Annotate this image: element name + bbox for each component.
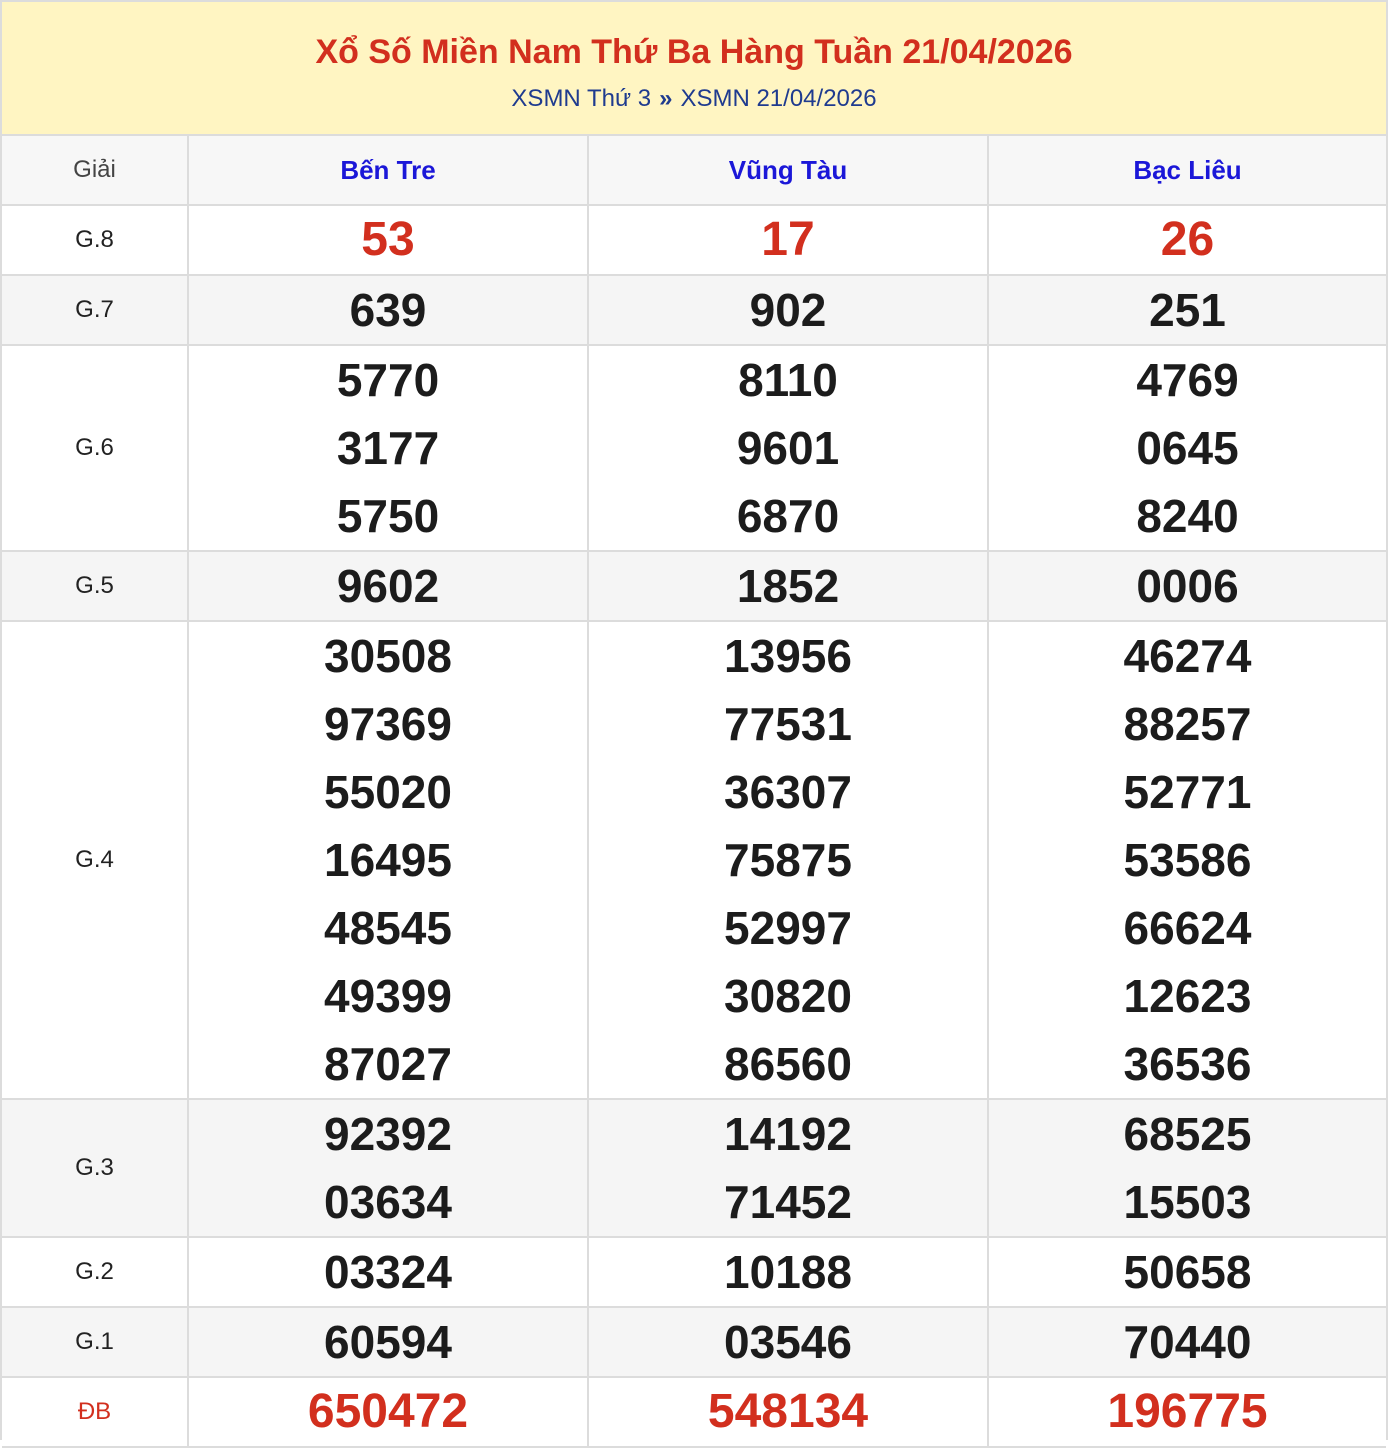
result-number: 03324 bbox=[324, 1246, 452, 1298]
prize-label: G.8 bbox=[2, 205, 188, 275]
result-cell bbox=[188, 1377, 588, 1447]
prize-label: G.6 bbox=[2, 345, 188, 551]
result-cell bbox=[988, 551, 1386, 621]
result-number: 8110 bbox=[738, 354, 838, 406]
result-cell bbox=[188, 275, 588, 345]
prize-row bbox=[2, 345, 1386, 551]
result-number: 8240 bbox=[1136, 490, 1239, 542]
result-number: 3177 bbox=[336, 422, 440, 474]
result-number: 17 bbox=[761, 213, 815, 266]
result-cell bbox=[588, 205, 988, 275]
result-number: 97369 bbox=[324, 698, 452, 750]
result-cell bbox=[988, 1099, 1386, 1237]
result-number: 6870 bbox=[736, 490, 840, 542]
result-number: 60594 bbox=[324, 1316, 452, 1368]
prize-row bbox=[2, 551, 1386, 621]
result-number: 16495 bbox=[324, 834, 452, 886]
result-number: 0645 bbox=[1136, 422, 1239, 474]
result-number: 13956 bbox=[724, 630, 852, 682]
result-cell bbox=[588, 1377, 988, 1447]
prize-row bbox=[2, 205, 1386, 275]
result-cell bbox=[588, 1099, 988, 1237]
result-number: 1852 bbox=[736, 560, 840, 612]
result-number: 30508 bbox=[324, 630, 452, 682]
result-number: 46274 bbox=[1123, 630, 1252, 682]
result-number: 5750 bbox=[336, 490, 440, 542]
result-cell bbox=[188, 1307, 588, 1377]
result-number: 75875 bbox=[724, 834, 852, 886]
result-cell bbox=[988, 1237, 1386, 1307]
result-number: 50658 bbox=[1123, 1246, 1252, 1298]
result-number: 15503 bbox=[1123, 1176, 1252, 1228]
table-header-row bbox=[2, 136, 1386, 205]
results-header bbox=[2, 2, 1386, 136]
breadcrumb-link-weekday[interactable]: XSMN Thứ 3 bbox=[511, 85, 652, 112]
result-cell bbox=[588, 551, 988, 621]
result-cell bbox=[588, 1237, 988, 1307]
result-number: 14192 bbox=[724, 1108, 852, 1160]
result-cell bbox=[588, 621, 988, 1099]
prize-label: G.2 bbox=[2, 1237, 188, 1307]
result-number: 88257 bbox=[1123, 698, 1252, 750]
result-number: 36307 bbox=[724, 766, 852, 818]
prize-column-header: Giải bbox=[2, 136, 188, 205]
result-number: 53586 bbox=[1123, 834, 1252, 886]
result-number: 86560 bbox=[724, 1038, 852, 1090]
result-number: 03546 bbox=[724, 1316, 852, 1368]
result-number: 650472 bbox=[307, 1385, 469, 1438]
result-number: 639 bbox=[349, 284, 427, 336]
result-number: 71452 bbox=[724, 1176, 852, 1228]
result-cell bbox=[588, 275, 988, 345]
breadcrumb bbox=[2, 84, 1386, 114]
prize-row bbox=[2, 1099, 1386, 1237]
breadcrumb-link-date[interactable]: XSMN 21/04/2026 bbox=[680, 85, 877, 112]
result-cell bbox=[588, 1307, 988, 1377]
result-number: 87027 bbox=[324, 1038, 452, 1090]
prize-row bbox=[2, 1307, 1386, 1377]
result-number: 548134 bbox=[707, 1385, 869, 1438]
result-number: 196775 bbox=[1107, 1385, 1268, 1438]
result-cell bbox=[588, 345, 988, 551]
result-number: 9602 bbox=[336, 560, 440, 612]
result-number: 70440 bbox=[1123, 1316, 1252, 1368]
result-number: 12623 bbox=[1123, 970, 1252, 1022]
result-number: 902 bbox=[749, 284, 827, 336]
result-number: 251 bbox=[1149, 284, 1226, 336]
result-cell bbox=[188, 345, 588, 551]
prize-row bbox=[2, 621, 1386, 1099]
prize-label: G.5 bbox=[2, 551, 188, 621]
result-number: 49399 bbox=[324, 970, 452, 1022]
prize-row bbox=[2, 275, 1386, 345]
page-title: Xổ Số Miền Nam Thứ Ba Hàng Tuần 21/04/2026 bbox=[315, 33, 1073, 71]
province-header-ben-tre[interactable]: Bến Tre bbox=[188, 136, 588, 205]
results-body bbox=[2, 205, 1386, 1447]
result-cell bbox=[188, 551, 588, 621]
result-number: 0006 bbox=[1136, 560, 1239, 612]
result-number: 30820 bbox=[724, 970, 852, 1022]
result-cell bbox=[188, 205, 588, 275]
result-number: 10188 bbox=[724, 1246, 852, 1298]
result-cell bbox=[988, 621, 1386, 1099]
prize-row bbox=[2, 1237, 1386, 1307]
prize-row bbox=[2, 1377, 1386, 1447]
result-cell bbox=[988, 1377, 1386, 1447]
breadcrumb-separator: » bbox=[659, 85, 673, 112]
result-number: 55020 bbox=[324, 766, 452, 818]
results-table bbox=[2, 136, 1386, 1448]
result-number: 9601 bbox=[736, 422, 840, 474]
prize-label: G.1 bbox=[2, 1307, 188, 1377]
result-cell bbox=[188, 621, 588, 1099]
result-cell bbox=[988, 345, 1386, 551]
province-header-vung-tau[interactable]: Vũng Tàu bbox=[588, 136, 988, 205]
result-number: 36536 bbox=[1123, 1038, 1252, 1090]
result-number: 77531 bbox=[724, 698, 852, 750]
prize-label: ĐB bbox=[2, 1377, 188, 1447]
result-number: 4769 bbox=[1136, 354, 1239, 406]
result-number: 52997 bbox=[724, 902, 852, 954]
result-number: 53 bbox=[361, 213, 415, 266]
result-cell bbox=[988, 1307, 1386, 1377]
result-number: 92392 bbox=[324, 1108, 452, 1160]
result-number: 66624 bbox=[1123, 902, 1252, 954]
province-header-bac-lieu[interactable]: Bạc Liêu bbox=[988, 136, 1386, 205]
result-number: 68525 bbox=[1123, 1108, 1252, 1160]
result-number: 48545 bbox=[324, 902, 452, 954]
prize-label: G.4 bbox=[2, 621, 188, 1099]
result-number: 03634 bbox=[324, 1176, 452, 1228]
result-cell bbox=[188, 1237, 588, 1307]
prize-label: G.7 bbox=[2, 275, 188, 345]
result-cell bbox=[988, 205, 1386, 275]
result-number: 26 bbox=[1160, 213, 1215, 266]
result-cell bbox=[188, 1099, 588, 1237]
result-number: 52771 bbox=[1123, 766, 1252, 818]
result-number: 5770 bbox=[336, 354, 440, 406]
result-cell bbox=[988, 275, 1386, 345]
prize-label: G.3 bbox=[2, 1099, 188, 1237]
